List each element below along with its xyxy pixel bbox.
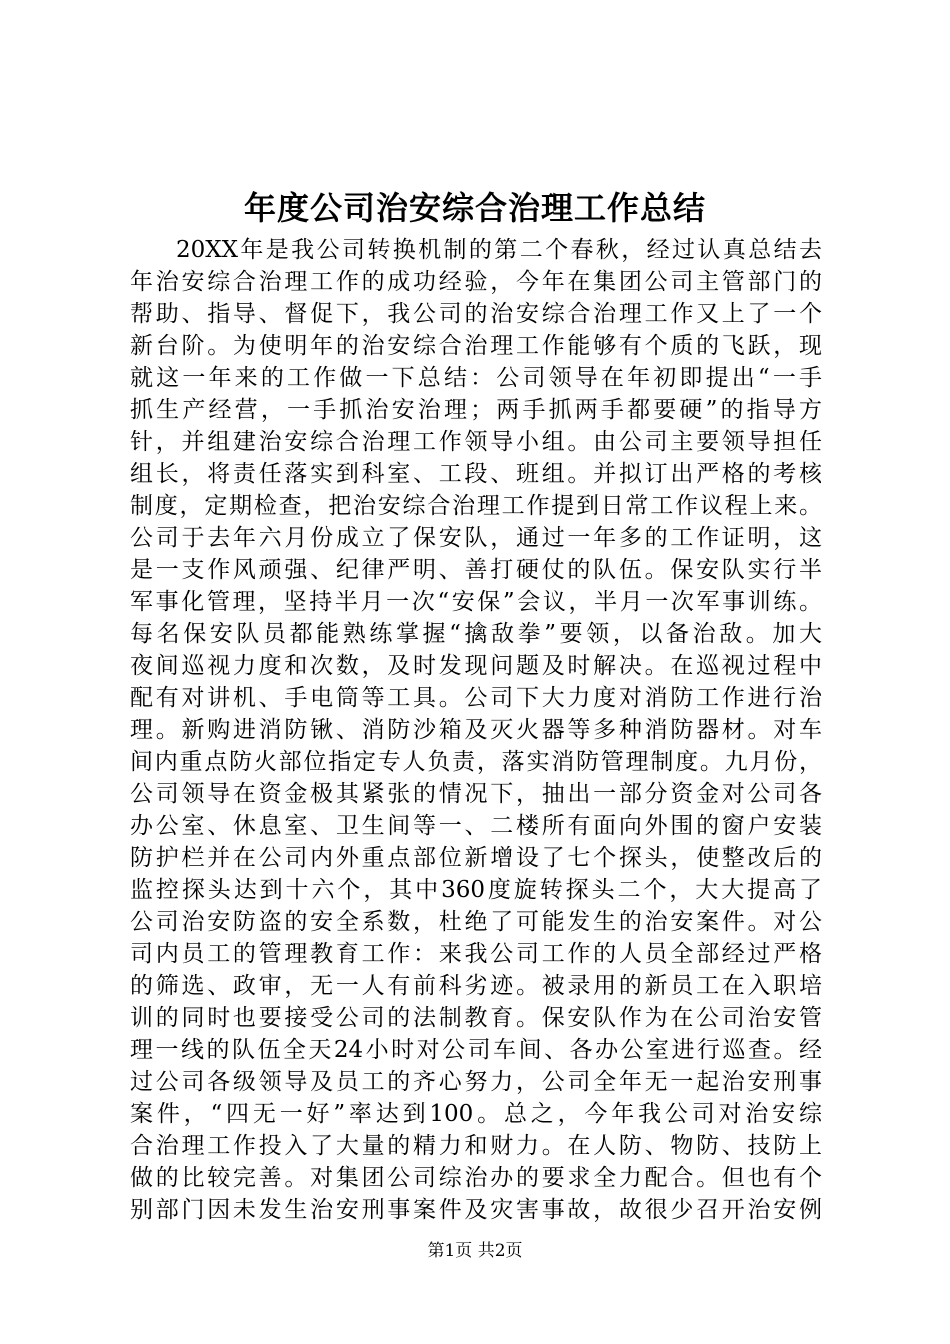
paragraph-line: 的筛选、政审，无一人有前科劣迹。被录用的新员工在入职培 [130, 973, 822, 999]
paragraph-line: 理。新购进消防锹、消防沙箱及灭火器等多种消防器材。对车 [130, 717, 822, 743]
paragraph-line: 监控探头达到十六个，其中360度旋转探头二个，大大提高了 [130, 877, 822, 903]
paragraph-line: 配有对讲机、手电筒等工具。公司下大力度对消防工作进行治 [130, 685, 822, 711]
paragraph-line: 抓生产经营，一手抓治安治理；两手抓两手都要硬”的指导方 [130, 397, 822, 423]
paragraph-line: 合治理工作投入了大量的精力和财力。在人防、物防、技防上 [130, 1133, 822, 1159]
document-body [130, 234, 822, 1226]
paragraph-line: 公司领导在资金极其紧张的情况下，抽出一部分资金对公司各 [130, 781, 822, 807]
paragraph-line: 帮助、指导、督促下，我公司的治安综合治理工作又上了一个 [130, 301, 822, 327]
paragraph-line: 公司于去年六月份成立了保安队，通过一年多的工作证明，这 [130, 525, 822, 551]
paragraph-line: 20XX年是我公司转换机制的第二个春秋，经过认真总结去 [176, 237, 822, 263]
paragraph-line: 理一线的队伍全天24小时对公司车间、各办公室进行巡查。经 [130, 1037, 822, 1063]
document-title: 年度公司治安综合治理工作总结 [243, 189, 706, 227]
paragraph-line: 做的比较完善。对集团公司综治办的要求全力配合。但也有个 [130, 1165, 822, 1191]
paragraph-line: 过公司各级领导及员工的齐心努力，公司全年无一起治安刑事 [130, 1069, 822, 1095]
paragraph-line: 制度，定期检查，把治安综合治理工作提到日常工作议程上来。 [130, 493, 822, 519]
paragraph-line: 每名保安队员都能熟练掌握“擒敌拳”要领，以备治敌。加大 [130, 621, 822, 647]
paragraph-line: 针，并组建治安综合治理工作领导小组。由公司主要领导担任 [130, 429, 822, 455]
paragraph-line: 是一支作风顽强、纪律严明、善打硬仗的队伍。保安队实行半 [130, 557, 822, 583]
paragraph-line: 公司治安防盗的安全系数，杜绝了可能发生的治安案件。对公 [130, 909, 822, 935]
paragraph-line: 年治安综合治理工作的成功经验，今年在集团公司主管部门的 [130, 269, 822, 295]
paragraph-line: 就这一年来的工作做一下总结：公司领导在年初即提出“一手 [130, 365, 822, 391]
paragraph-line: 新台阶。为使明年的治安综合治理工作能够有个质的飞跃，现 [130, 333, 822, 359]
paragraph-line: 司内员工的管理教育工作：来我公司工作的人员全部经过严格 [130, 941, 822, 967]
paragraph-line: 间内重点防火部位指定专人负责，落实消防管理制度。九月份， [130, 749, 822, 775]
paragraph-line: 办公室、休息室、卫生间等一、二楼所有面向外围的窗户安装 [130, 813, 822, 839]
paragraph-line: 夜间巡视力度和次数，及时发现问题及时解决。在巡视过程中 [130, 653, 822, 679]
paragraph-line: 案件，“四无一好”率达到100。总之，今年我公司对治安综 [130, 1101, 822, 1127]
paragraph-line: 训的同时也要接受公司的法制教育。保安队作为在公司治安管 [130, 1005, 822, 1031]
page-footer: 第1页 共2页 [427, 1241, 523, 1261]
paragraph-line: 组长，将责任落实到科室、工段、班组。并拟订出严格的考核 [130, 461, 822, 487]
paragraph-line: 军事化管理，坚持半月一次“安保”会议，半月一次军事训练。 [130, 589, 822, 615]
paragraph-line: 别部门因未发生治安刑事案件及灾害事故，故很少召开治安例 [130, 1197, 822, 1223]
paragraph-line: 防护栏并在公司内外重点部位新增设了七个探头，使整改后的 [130, 845, 822, 871]
